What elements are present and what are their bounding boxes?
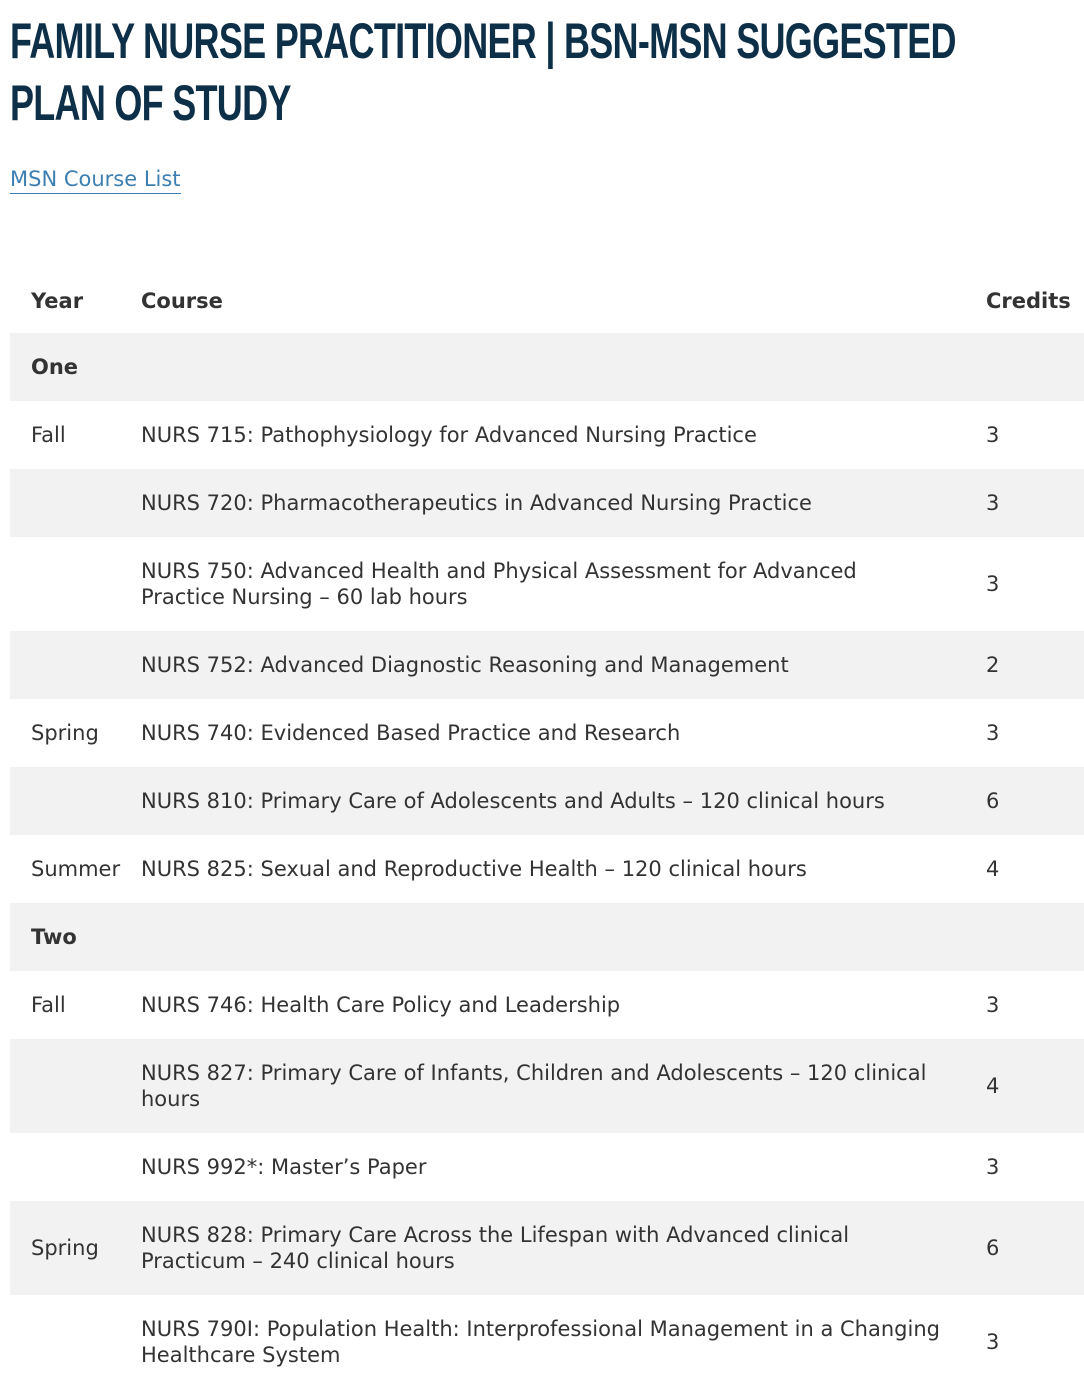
course-cell: NURS 746: Health Care Policy and Leadership: [141, 993, 621, 1017]
course-cell: [141, 903, 965, 971]
table-row: [10, 1133, 1084, 1201]
credits-column-header: Credits: [986, 288, 1071, 313]
table-row: [10, 469, 1084, 537]
credits-cell: 2: [965, 631, 1084, 699]
table-row: [10, 537, 1084, 631]
credits-cell: 6: [965, 767, 1084, 835]
course-cell: NURS 740: Evidenced Based Practice and Research: [141, 721, 681, 745]
table-row: [10, 1295, 1084, 1389]
table-body: [10, 333, 1084, 1389]
year-group-row: [10, 903, 1084, 971]
plan-of-study-table: [10, 268, 1084, 1389]
credits-cell: 3: [986, 423, 1000, 447]
term-cell: Spring: [10, 1201, 141, 1295]
term-cell: Spring: [31, 721, 99, 745]
term-cell: Fall: [31, 993, 66, 1017]
table-row: [10, 767, 1084, 835]
msn-course-list-link[interactable]: MSN Course List: [10, 166, 181, 194]
term-cell: [10, 767, 141, 835]
course-cell: NURS 810: Primary Care of Adolescents and Adults – 120 clinical hours: [141, 767, 965, 835]
credits-cell: 4: [986, 857, 1000, 881]
table-row: [10, 835, 1084, 903]
credits-cell: 3: [965, 469, 1084, 537]
course-cell: NURS 750: Advanced Health and Physical Assessment for Advanced Practice Nursing – 60 lab hours: [141, 559, 857, 609]
course-cell: NURS 828: Primary Care Across the Lifespan with Advanced clinical Practicum – 240 clinical hours: [141, 1201, 965, 1295]
course-cell: NURS 715: Pathophysiology for Advanced Nursing Practice: [141, 423, 757, 447]
credits-cell: 3: [986, 721, 1000, 745]
course-cell: NURS 825: Sexual and Reproductive Health – 120 clinical hours: [141, 857, 807, 881]
table-row: [10, 631, 1084, 699]
credits-cell: 3: [986, 993, 1000, 1017]
term-cell: [10, 1295, 141, 1389]
table-header-row: [10, 268, 1084, 333]
term-cell: [10, 537, 141, 631]
table-row: [10, 699, 1084, 767]
table-row: [10, 401, 1084, 469]
credits-cell: 3: [986, 1155, 1000, 1179]
term-cell: [10, 469, 141, 537]
year-column-header: Year: [31, 288, 84, 313]
term-cell: [10, 1039, 141, 1133]
term-cell: Summer: [31, 857, 121, 881]
course-cell: NURS 720: Pharmacotherapeutics in Advanced Nursing Practice: [141, 469, 965, 537]
page-title: FAMILY NURSE PRACTITIONER | BSN-MSN SUGGESTED PLAN OF STUDY: [10, 13, 956, 131]
year-group-label: Two: [10, 903, 141, 971]
course-column-header: Course: [141, 288, 223, 313]
table-row: [10, 971, 1084, 1039]
course-cell: [141, 333, 965, 401]
course-cell: NURS 827: Primary Care of Infants, Children and Adolescents – 120 clinical hours: [141, 1039, 965, 1133]
credits-cell: 4: [965, 1039, 1084, 1133]
course-cell: NURS 790I: Population Health: Interprofessional Management in a Changing Healthcare System: [141, 1317, 940, 1367]
table-row: [10, 1201, 1084, 1295]
year-group-label: One: [10, 333, 141, 401]
year-group-row: [10, 333, 1084, 401]
credits-cell: 3: [986, 1330, 1000, 1354]
table-row: [10, 1039, 1084, 1133]
credits-cell: [965, 333, 1084, 401]
course-cell: NURS 992*: Master’s Paper: [141, 1155, 427, 1179]
term-cell: [10, 631, 141, 699]
term-cell: Fall: [31, 423, 66, 447]
credits-cell: 6: [965, 1201, 1084, 1295]
credits-cell: 3: [986, 572, 1000, 596]
term-cell: [10, 1133, 141, 1201]
course-cell: NURS 752: Advanced Diagnostic Reasoning and Management: [141, 631, 965, 699]
credits-cell: [965, 903, 1084, 971]
